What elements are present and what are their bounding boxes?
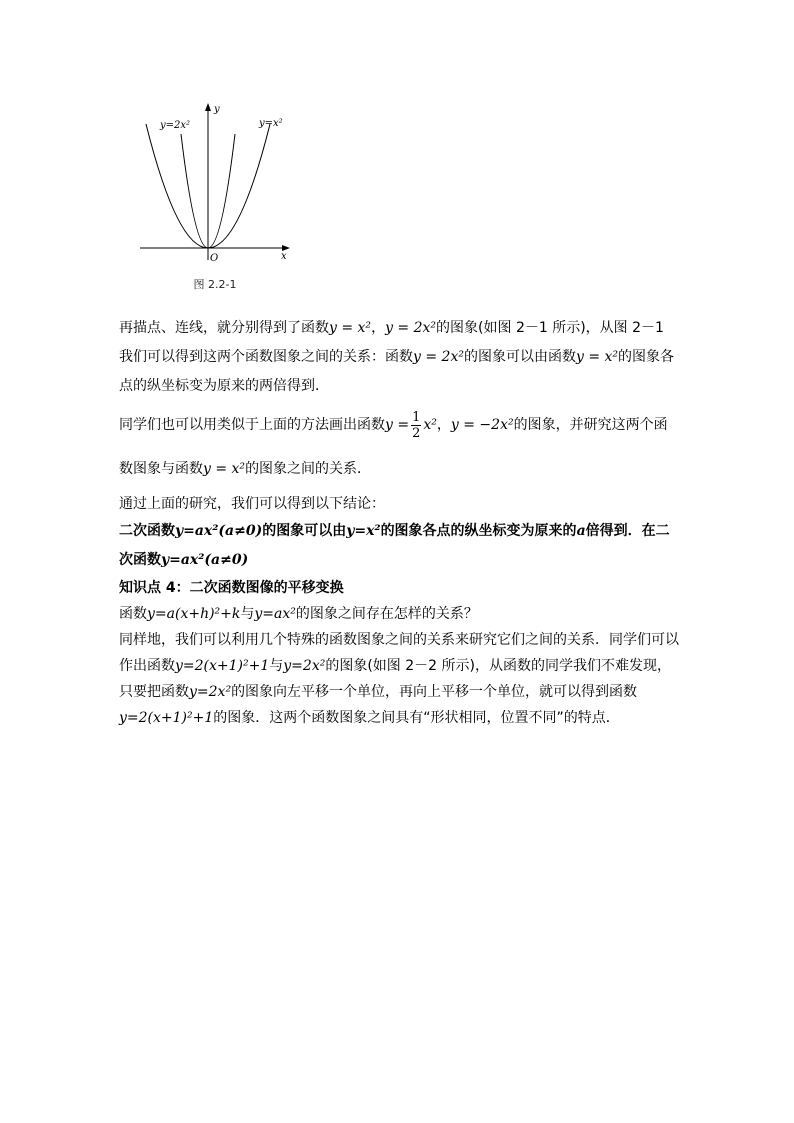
y-axis-arrow-icon (205, 103, 211, 111)
paragraph-5 (119, 601, 679, 627)
text: 与 (240, 606, 255, 622)
formula: x² (423, 417, 437, 433)
axis-label-x: x (281, 251, 287, 262)
fraction-one-half (411, 410, 421, 441)
text: 的图象各点的纵坐标变为原来的 (380, 523, 577, 539)
text: 的图象，并研究这两个函数图象与函数 (119, 417, 668, 477)
label-y-2x2: y=2x² (160, 120, 191, 131)
text: 倍得到．在二次函数 (119, 523, 670, 568)
formula: y = (385, 417, 410, 433)
formula: y = x² (203, 461, 246, 477)
formula: y=2(x+1)²+1 (175, 658, 270, 674)
text: 的图象可以由 (262, 523, 347, 539)
text: 的图象之间的关系． (245, 461, 372, 477)
formula: y = x² (329, 320, 372, 336)
parabola-graph (130, 100, 300, 270)
origin-label: O (210, 253, 219, 264)
formula: y = −2x² (450, 417, 514, 433)
text: 与 (269, 658, 284, 674)
figure-caption: 图 2.2-1 (193, 278, 237, 291)
text: 的图象．这两个函数图象之间具有“形状相同，位置不同”的特点． (213, 710, 620, 726)
formula: y=x² (346, 523, 381, 539)
text: 的图象各点的纵坐标变为原来的两倍得到． (119, 349, 675, 394)
formula: y=a(x+h)²+k (147, 606, 241, 622)
formula: y = 2x² (385, 320, 437, 336)
document-body (119, 314, 679, 731)
text: 的图象之间存在怎样的关系？ (295, 606, 478, 622)
text: 函数 (119, 606, 147, 622)
formula: y=ax²(a≠0) (175, 523, 263, 539)
text: ， (436, 417, 451, 433)
text: 同样地，我们可以利用几个特殊的函数图象之间的关系来研究它们之间的关系．同学们可以作出函数 (119, 632, 679, 674)
text: ， (371, 320, 386, 336)
formula: y=ax²(a≠0) (161, 552, 249, 568)
formula: y=ax² (254, 606, 296, 622)
fraction-numerator: 1 (412, 409, 421, 425)
text: 的图象(如图 2－2 所示)，从函数的同学我们不难发现，只要把函数 (119, 658, 671, 700)
text: 同学们也可以用类似于上面的方法画出函数 (119, 417, 385, 433)
text: 的图象向左平移一个单位，再向上平移一个单位，就可以得到函数 (231, 684, 638, 700)
text: 的图象(如图 2－1 所示)，从图 2－1 我们可以得到这两个函数图象之间的关系：函数 (119, 320, 664, 365)
section-heading: 知识点 4：二次函数图像的平移变换 (119, 580, 344, 596)
paragraph-1 (119, 314, 679, 401)
formula: y=2x² (283, 658, 326, 674)
paragraph-6 (119, 627, 679, 731)
fraction-denominator: 2 (412, 425, 421, 441)
axis-label-y: y (214, 104, 220, 115)
text: 二次函数 (119, 523, 175, 539)
text: 的图象可以由函数 (463, 349, 576, 365)
text: 再描点、连线，就分别得到了函数 (119, 320, 329, 336)
label-y-x2: y=x² (259, 118, 283, 129)
formula: y = x² (575, 349, 619, 365)
conclusion-paragraph (119, 517, 679, 575)
parabola-figure (130, 100, 300, 270)
formula: y = 2x² (413, 349, 464, 365)
formula: a (576, 523, 586, 539)
paragraph-3: 通过上面的研究，我们可以得到以下结论： (119, 496, 385, 512)
formula: y=2x² (189, 684, 232, 700)
paragraph-2 (119, 403, 679, 491)
formula: y=2(x+1)²+1 (119, 710, 214, 726)
